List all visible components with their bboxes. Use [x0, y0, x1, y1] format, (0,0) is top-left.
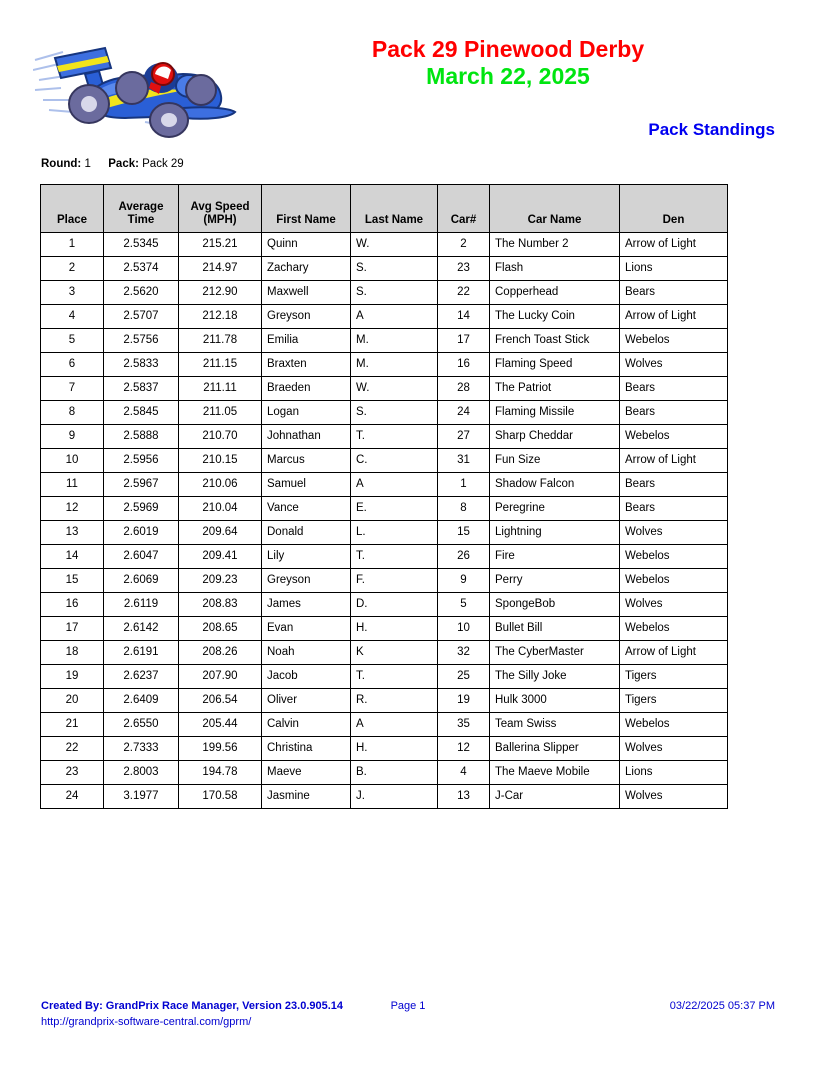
- cell-carnum: 19: [438, 689, 490, 713]
- footer-page-number: Page 1: [390, 1000, 426, 1012]
- table-header-row: [41, 185, 728, 233]
- cell-place: 21: [41, 713, 104, 737]
- table-row: [41, 257, 728, 281]
- footer-url-link[interactable]: http://grandprix-software-central.com/gprm/: [41, 1016, 252, 1028]
- cell-place: 16: [41, 593, 104, 617]
- cell-avgtime: 2.5345: [104, 233, 179, 257]
- cell-carname: J-Car: [490, 785, 620, 809]
- cell-den: Bears: [620, 281, 728, 305]
- cell-last: A: [351, 713, 438, 737]
- cell-den: Wolves: [620, 785, 728, 809]
- cell-last: A: [351, 473, 438, 497]
- cell-carnum: 28: [438, 377, 490, 401]
- cell-first: Oliver: [262, 689, 351, 713]
- cell-carname: The Silly Joke: [490, 665, 620, 689]
- cell-den: Arrow of Light: [620, 449, 728, 473]
- table-row: [41, 497, 728, 521]
- cell-speed: 170.58: [179, 785, 262, 809]
- cell-avgtime: 2.5956: [104, 449, 179, 473]
- cell-speed: 210.06: [179, 473, 262, 497]
- standings-table-body: [41, 233, 728, 809]
- cell-den: Arrow of Light: [620, 305, 728, 329]
- cell-avgtime: 2.5833: [104, 353, 179, 377]
- cell-avgtime: 2.6409: [104, 689, 179, 713]
- cell-den: Arrow of Light: [620, 641, 728, 665]
- column-header-average-time-line1: Average: [118, 201, 164, 213]
- cell-last: W.: [351, 233, 438, 257]
- cell-carname: Shadow Falcon: [490, 473, 620, 497]
- cell-den: Webelos: [620, 569, 728, 593]
- cell-avgtime: 2.5756: [104, 329, 179, 353]
- cell-last: T.: [351, 425, 438, 449]
- cell-speed: 214.97: [179, 257, 262, 281]
- cell-last: D.: [351, 593, 438, 617]
- cell-speed: 208.65: [179, 617, 262, 641]
- cell-avgtime: 2.6237: [104, 665, 179, 689]
- cell-carname: The Maeve Mobile: [490, 761, 620, 785]
- cell-carnum: 24: [438, 401, 490, 425]
- cell-first: Evan: [262, 617, 351, 641]
- cell-carname: Perry: [490, 569, 620, 593]
- cell-carnum: 13: [438, 785, 490, 809]
- cell-last: E.: [351, 497, 438, 521]
- column-header-den: [620, 185, 728, 233]
- cell-carnum: 9: [438, 569, 490, 593]
- cell-den: Bears: [620, 473, 728, 497]
- cell-first: Christina: [262, 737, 351, 761]
- cell-carname: Fun Size: [490, 449, 620, 473]
- column-header-last-name-line1: Last Name: [364, 214, 424, 226]
- cell-first: Johnathan: [262, 425, 351, 449]
- column-header-den-line1: Den: [662, 214, 685, 226]
- table-row: [41, 641, 728, 665]
- cell-first: Lily: [262, 545, 351, 569]
- cell-avgtime: 2.6142: [104, 617, 179, 641]
- cell-carname: Ballerina Slipper: [490, 737, 620, 761]
- cell-speed: 215.21: [179, 233, 262, 257]
- cell-speed: 194.78: [179, 761, 262, 785]
- cell-speed: 211.05: [179, 401, 262, 425]
- cell-carname: Sharp Cheddar: [490, 425, 620, 449]
- column-header-car-name-line1: Car Name: [527, 214, 582, 226]
- cell-carname: French Toast Stick: [490, 329, 620, 353]
- cell-carname: Lightning: [490, 521, 620, 545]
- column-header-car-number: [438, 185, 490, 233]
- cell-speed: 211.11: [179, 377, 262, 401]
- cell-speed: 210.04: [179, 497, 262, 521]
- table-row: [41, 425, 728, 449]
- cell-den: Bears: [620, 377, 728, 401]
- cell-speed: 206.54: [179, 689, 262, 713]
- cell-den: Tigers: [620, 665, 728, 689]
- column-header-car-name: [490, 185, 620, 233]
- cell-avgtime: 2.6069: [104, 569, 179, 593]
- footer-timestamp: 03/22/2025 05:37 PM: [669, 1000, 775, 1012]
- column-header-avg-speed-line1: Avg Speed: [190, 201, 250, 213]
- cell-avgtime: 2.5969: [104, 497, 179, 521]
- cell-carname: Team Swiss: [490, 713, 620, 737]
- cell-last: L.: [351, 521, 438, 545]
- table-row: [41, 545, 728, 569]
- cell-carname: Flaming Speed: [490, 353, 620, 377]
- cell-speed: 208.83: [179, 593, 262, 617]
- cell-den: Wolves: [620, 521, 728, 545]
- pack-label: Pack:: [108, 158, 139, 170]
- cell-place: 5: [41, 329, 104, 353]
- column-header-place: [41, 185, 104, 233]
- cell-carname: Hulk 3000: [490, 689, 620, 713]
- cell-last: H.: [351, 617, 438, 641]
- cell-den: Wolves: [620, 353, 728, 377]
- cell-place: 7: [41, 377, 104, 401]
- round-pack-meta: [41, 158, 184, 170]
- cell-carnum: 31: [438, 449, 490, 473]
- table-row: [41, 737, 728, 761]
- cell-avgtime: 2.6019: [104, 521, 179, 545]
- cell-first: James: [262, 593, 351, 617]
- cell-first: Greyson: [262, 305, 351, 329]
- cell-den: Webelos: [620, 329, 728, 353]
- column-header-first-name: [262, 185, 351, 233]
- cell-place: 24: [41, 785, 104, 809]
- column-header-first-name-line1: First Name: [276, 214, 336, 226]
- cell-first: Donald: [262, 521, 351, 545]
- cell-place: 12: [41, 497, 104, 521]
- event-date: March 22, 2025: [426, 63, 590, 89]
- cell-speed: 209.64: [179, 521, 262, 545]
- report-title-block: [248, 36, 768, 90]
- table-row: [41, 329, 728, 353]
- cell-avgtime: 3.1977: [104, 785, 179, 809]
- cell-place: 17: [41, 617, 104, 641]
- cell-avgtime: 2.5707: [104, 305, 179, 329]
- cell-first: Logan: [262, 401, 351, 425]
- cell-carname: The Lucky Coin: [490, 305, 620, 329]
- cell-den: Wolves: [620, 593, 728, 617]
- cell-avgtime: 2.6550: [104, 713, 179, 737]
- column-header-avg-speed: [179, 185, 262, 233]
- table-row: [41, 713, 728, 737]
- table-row: [41, 473, 728, 497]
- cell-place: 8: [41, 401, 104, 425]
- cell-last: A: [351, 305, 438, 329]
- standings-table-head: [41, 185, 728, 233]
- cell-avgtime: 2.5845: [104, 401, 179, 425]
- cell-carnum: 25: [438, 665, 490, 689]
- cell-first: Braeden: [262, 377, 351, 401]
- cell-carnum: 2: [438, 233, 490, 257]
- cell-den: Arrow of Light: [620, 233, 728, 257]
- cell-first: Jasmine: [262, 785, 351, 809]
- report-type-heading: Pack Standings: [648, 120, 775, 139]
- table-row: [41, 353, 728, 377]
- cell-avgtime: 2.8003: [104, 761, 179, 785]
- cell-carname: SpongeBob: [490, 593, 620, 617]
- cell-last: S.: [351, 401, 438, 425]
- cell-carnum: 8: [438, 497, 490, 521]
- cell-last: C.: [351, 449, 438, 473]
- cell-den: Webelos: [620, 545, 728, 569]
- cell-carname: Bullet Bill: [490, 617, 620, 641]
- table-row: [41, 305, 728, 329]
- cell-place: 3: [41, 281, 104, 305]
- cell-first: Noah: [262, 641, 351, 665]
- cell-first: Vance: [262, 497, 351, 521]
- table-row: [41, 233, 728, 257]
- cell-last: K: [351, 641, 438, 665]
- cell-last: T.: [351, 545, 438, 569]
- cell-avgtime: 2.5837: [104, 377, 179, 401]
- cell-first: Quinn: [262, 233, 351, 257]
- cell-place: 15: [41, 569, 104, 593]
- cell-speed: 212.90: [179, 281, 262, 305]
- cell-carnum: 10: [438, 617, 490, 641]
- cell-carnum: 15: [438, 521, 490, 545]
- cell-first: Samuel: [262, 473, 351, 497]
- cell-speed: 199.56: [179, 737, 262, 761]
- cell-last: B.: [351, 761, 438, 785]
- cell-avgtime: 2.7333: [104, 737, 179, 761]
- cell-carnum: 35: [438, 713, 490, 737]
- cell-carname: Peregrine: [490, 497, 620, 521]
- table-row: [41, 449, 728, 473]
- cell-last: H.: [351, 737, 438, 761]
- cell-place: 20: [41, 689, 104, 713]
- table-row: [41, 569, 728, 593]
- pinewood-derby-car-logo: [33, 30, 238, 138]
- cell-den: Webelos: [620, 425, 728, 449]
- cell-avgtime: 2.5888: [104, 425, 179, 449]
- cell-carnum: 12: [438, 737, 490, 761]
- cell-last: T.: [351, 665, 438, 689]
- table-row: [41, 761, 728, 785]
- cell-speed: 208.26: [179, 641, 262, 665]
- cell-den: Bears: [620, 401, 728, 425]
- cell-place: 10: [41, 449, 104, 473]
- cell-speed: 210.70: [179, 425, 262, 449]
- cell-first: Marcus: [262, 449, 351, 473]
- round-label: Round:: [41, 158, 82, 170]
- cell-speed: 209.41: [179, 545, 262, 569]
- race-car-icon: [33, 30, 238, 138]
- cell-den: Webelos: [620, 713, 728, 737]
- cell-carname: Flaming Missile: [490, 401, 620, 425]
- column-header-average-time: [104, 185, 179, 233]
- cell-speed: 211.78: [179, 329, 262, 353]
- cell-last: J.: [351, 785, 438, 809]
- page-title: Pack 29 Pinewood Derby: [371, 36, 645, 62]
- cell-den: Bears: [620, 497, 728, 521]
- cell-place: 6: [41, 353, 104, 377]
- cell-place: 23: [41, 761, 104, 785]
- cell-carname: The Patriot: [490, 377, 620, 401]
- cell-place: 22: [41, 737, 104, 761]
- cell-first: Maeve: [262, 761, 351, 785]
- cell-carnum: 27: [438, 425, 490, 449]
- cell-place: 14: [41, 545, 104, 569]
- cell-last: R.: [351, 689, 438, 713]
- table-row: [41, 377, 728, 401]
- cell-carnum: 4: [438, 761, 490, 785]
- page-footer: [0, 1000, 816, 1040]
- cell-place: 13: [41, 521, 104, 545]
- cell-speed: 212.18: [179, 305, 262, 329]
- cell-carnum: 1: [438, 473, 490, 497]
- cell-speed: 205.44: [179, 713, 262, 737]
- cell-carnum: 17: [438, 329, 490, 353]
- cell-carnum: 22: [438, 281, 490, 305]
- cell-last: S.: [351, 281, 438, 305]
- cell-den: Wolves: [620, 737, 728, 761]
- cell-den: Lions: [620, 257, 728, 281]
- cell-carname: The CyberMaster: [490, 641, 620, 665]
- cell-avgtime: 2.6047: [104, 545, 179, 569]
- cell-place: 19: [41, 665, 104, 689]
- cell-place: 9: [41, 425, 104, 449]
- cell-carnum: 5: [438, 593, 490, 617]
- cell-first: Maxwell: [262, 281, 351, 305]
- cell-speed: 210.15: [179, 449, 262, 473]
- table-row: [41, 689, 728, 713]
- column-header-place-line1: Place: [56, 214, 88, 226]
- table-row: [41, 401, 728, 425]
- cell-last: F.: [351, 569, 438, 593]
- cell-first: Greyson: [262, 569, 351, 593]
- cell-carnum: 16: [438, 353, 490, 377]
- cell-carnum: 26: [438, 545, 490, 569]
- standings-table: [40, 184, 728, 809]
- column-header-car-number-line1: Car#: [450, 214, 477, 226]
- cell-den: Tigers: [620, 689, 728, 713]
- cell-carnum: 14: [438, 305, 490, 329]
- cell-avgtime: 2.5374: [104, 257, 179, 281]
- table-row: [41, 617, 728, 641]
- cell-first: Zachary: [262, 257, 351, 281]
- cell-speed: 207.90: [179, 665, 262, 689]
- cell-avgtime: 2.6119: [104, 593, 179, 617]
- column-header-average-time-line2: Time: [127, 214, 155, 226]
- footer-created-by: Created By: GrandPrix Race Manager, Version 23.0.905.14: [41, 1000, 344, 1012]
- column-header-avg-speed-line2: (MPH): [203, 214, 237, 226]
- cell-carname: The Number 2: [490, 233, 620, 257]
- table-row: [41, 665, 728, 689]
- cell-place: 4: [41, 305, 104, 329]
- cell-last: M.: [351, 353, 438, 377]
- cell-place: 2: [41, 257, 104, 281]
- cell-den: Webelos: [620, 617, 728, 641]
- cell-speed: 209.23: [179, 569, 262, 593]
- table-row: [41, 281, 728, 305]
- cell-speed: 211.15: [179, 353, 262, 377]
- cell-first: Calvin: [262, 713, 351, 737]
- cell-avgtime: 2.5967: [104, 473, 179, 497]
- cell-place: 11: [41, 473, 104, 497]
- cell-carnum: 32: [438, 641, 490, 665]
- cell-place: 18: [41, 641, 104, 665]
- cell-first: Jacob: [262, 665, 351, 689]
- cell-carname: Copperhead: [490, 281, 620, 305]
- cell-first: Braxten: [262, 353, 351, 377]
- table-row: [41, 785, 728, 809]
- cell-last: W.: [351, 377, 438, 401]
- cell-carnum: 23: [438, 257, 490, 281]
- column-header-last-name: [351, 185, 438, 233]
- cell-last: S.: [351, 257, 438, 281]
- cell-avgtime: 2.5620: [104, 281, 179, 305]
- table-row: [41, 593, 728, 617]
- cell-carname: Fire: [490, 545, 620, 569]
- cell-first: Emilia: [262, 329, 351, 353]
- cell-last: M.: [351, 329, 438, 353]
- round-value: 1: [84, 158, 91, 170]
- cell-place: 1: [41, 233, 104, 257]
- table-row: [41, 521, 728, 545]
- cell-carname: Flash: [490, 257, 620, 281]
- cell-avgtime: 2.6191: [104, 641, 179, 665]
- pack-value: Pack 29: [142, 158, 184, 170]
- cell-den: Lions: [620, 761, 728, 785]
